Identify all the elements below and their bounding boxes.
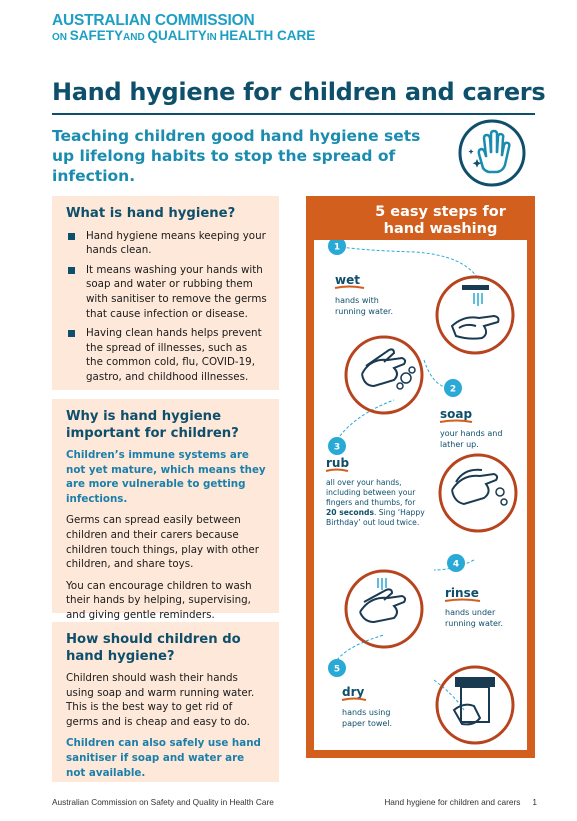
what-heading: What is hand hygiene? <box>66 206 236 221</box>
why-important-panel <box>52 399 279 622</box>
title-divider <box>52 113 535 115</box>
svg-text:1: 1 <box>333 242 341 253</box>
hand-washing-steps-panel <box>306 196 535 758</box>
how-paragraph-1: Children should wash their hands using soap and warm running water. This is the best way to get rid of germs and is cheap and easy to do. <box>66 672 255 728</box>
svg-text:all over your hands,: all over your hands, <box>326 478 402 487</box>
why-emphasis: Children’s immune systems are not yet mature, which means they are more vulnerable to getting infections. <box>66 449 266 505</box>
logo-line1: AUSTRALIAN COMMISSION <box>52 12 255 29</box>
svg-text:lather up.: lather up. <box>440 440 479 449</box>
svg-text:2: 2 <box>449 384 457 395</box>
what-bullet-list <box>66 229 267 385</box>
svg-text:running water.: running water. <box>335 307 394 316</box>
step-2-word: soap <box>440 407 473 421</box>
hand-sparkle-icon <box>457 118 527 188</box>
svg-text:your hands and: your hands and <box>440 429 503 438</box>
svg-text:hands with: hands with <box>335 296 379 305</box>
step-3-word: rub <box>326 456 350 470</box>
page-number: 1 <box>532 797 537 807</box>
how-should-children-panel <box>52 622 279 782</box>
svg-text:paper towel.: paper towel. <box>342 719 393 728</box>
list-item: Hand hygiene means keeping your hands clean. <box>66 229 267 258</box>
svg-text:hands under: hands under <box>445 608 496 617</box>
svg-text:running water.: running water. <box>445 619 504 628</box>
rub-hands-icon <box>440 455 516 531</box>
svg-text:fingers and thumbs, for: fingers and thumbs, for <box>326 498 416 507</box>
svg-text:hands using: hands using <box>342 708 391 717</box>
steps-title: 5 easy steps for hand washing <box>375 204 506 238</box>
how-emphasis: Children can also safely use hand sanitiser if soap and water are not available. <box>66 737 261 779</box>
svg-text:20 seconds. Sing ‘Happy: 20 seconds. Sing ‘Happy <box>326 508 425 517</box>
commission-logo <box>52 12 315 44</box>
page-title: Hand hygiene for children and carers <box>52 78 546 106</box>
rinse-hands-icon <box>346 571 422 647</box>
why-heading: Why is hand hygiene important for children? <box>66 409 239 441</box>
steps-content <box>314 240 527 750</box>
svg-text:4: 4 <box>452 559 460 570</box>
step-5-word: dry <box>342 685 365 699</box>
step-4-word: rinse <box>445 586 479 600</box>
svg-text:5: 5 <box>333 664 341 675</box>
logo-line2: ON SAFETYAND QUALITYIN HEALTH CARE <box>52 28 316 44</box>
svg-text:3: 3 <box>333 442 341 453</box>
svg-text:Birthday’ out loud twice.: Birthday’ out loud twice. <box>326 518 420 527</box>
list-item: It means washing your hands with soap and water or rubbing them with sanitiser to remove the germs that cause infection or disease. <box>66 263 267 321</box>
what-is-hand-hygiene-panel <box>52 196 279 390</box>
step-1-word: wet <box>335 273 360 287</box>
soap-hands-icon <box>346 337 422 413</box>
wet-hands-icon <box>437 277 513 353</box>
how-heading: How should children do hand hygiene? <box>66 632 241 664</box>
why-paragraph-2: You can encourage children to wash their hands by helping, supervising, and giving gentle reminders. <box>66 579 252 622</box>
why-paragraph-1: Germs can spread easily between children and their carers because children touch things, play with other children, and share toys. <box>66 514 259 571</box>
footer-organisation: Australian Commission on Safety and Quality in Health Care <box>52 797 274 807</box>
svg-text:including between your: including between your <box>326 488 416 497</box>
steps-diagram <box>314 240 527 750</box>
list-item: Having clean hands helps prevent the spread of illnesses, such as the common cold, flu, COVID-19, gastro, and childhood illnesses. <box>66 326 267 384</box>
page-subtitle: Teaching children good hand hygiene sets up lifelong habits to stop the spread of infection. <box>52 127 421 186</box>
paper-towel-icon <box>437 667 513 743</box>
footer-document-title: Hand hygiene for children and carers 1 <box>384 797 537 807</box>
